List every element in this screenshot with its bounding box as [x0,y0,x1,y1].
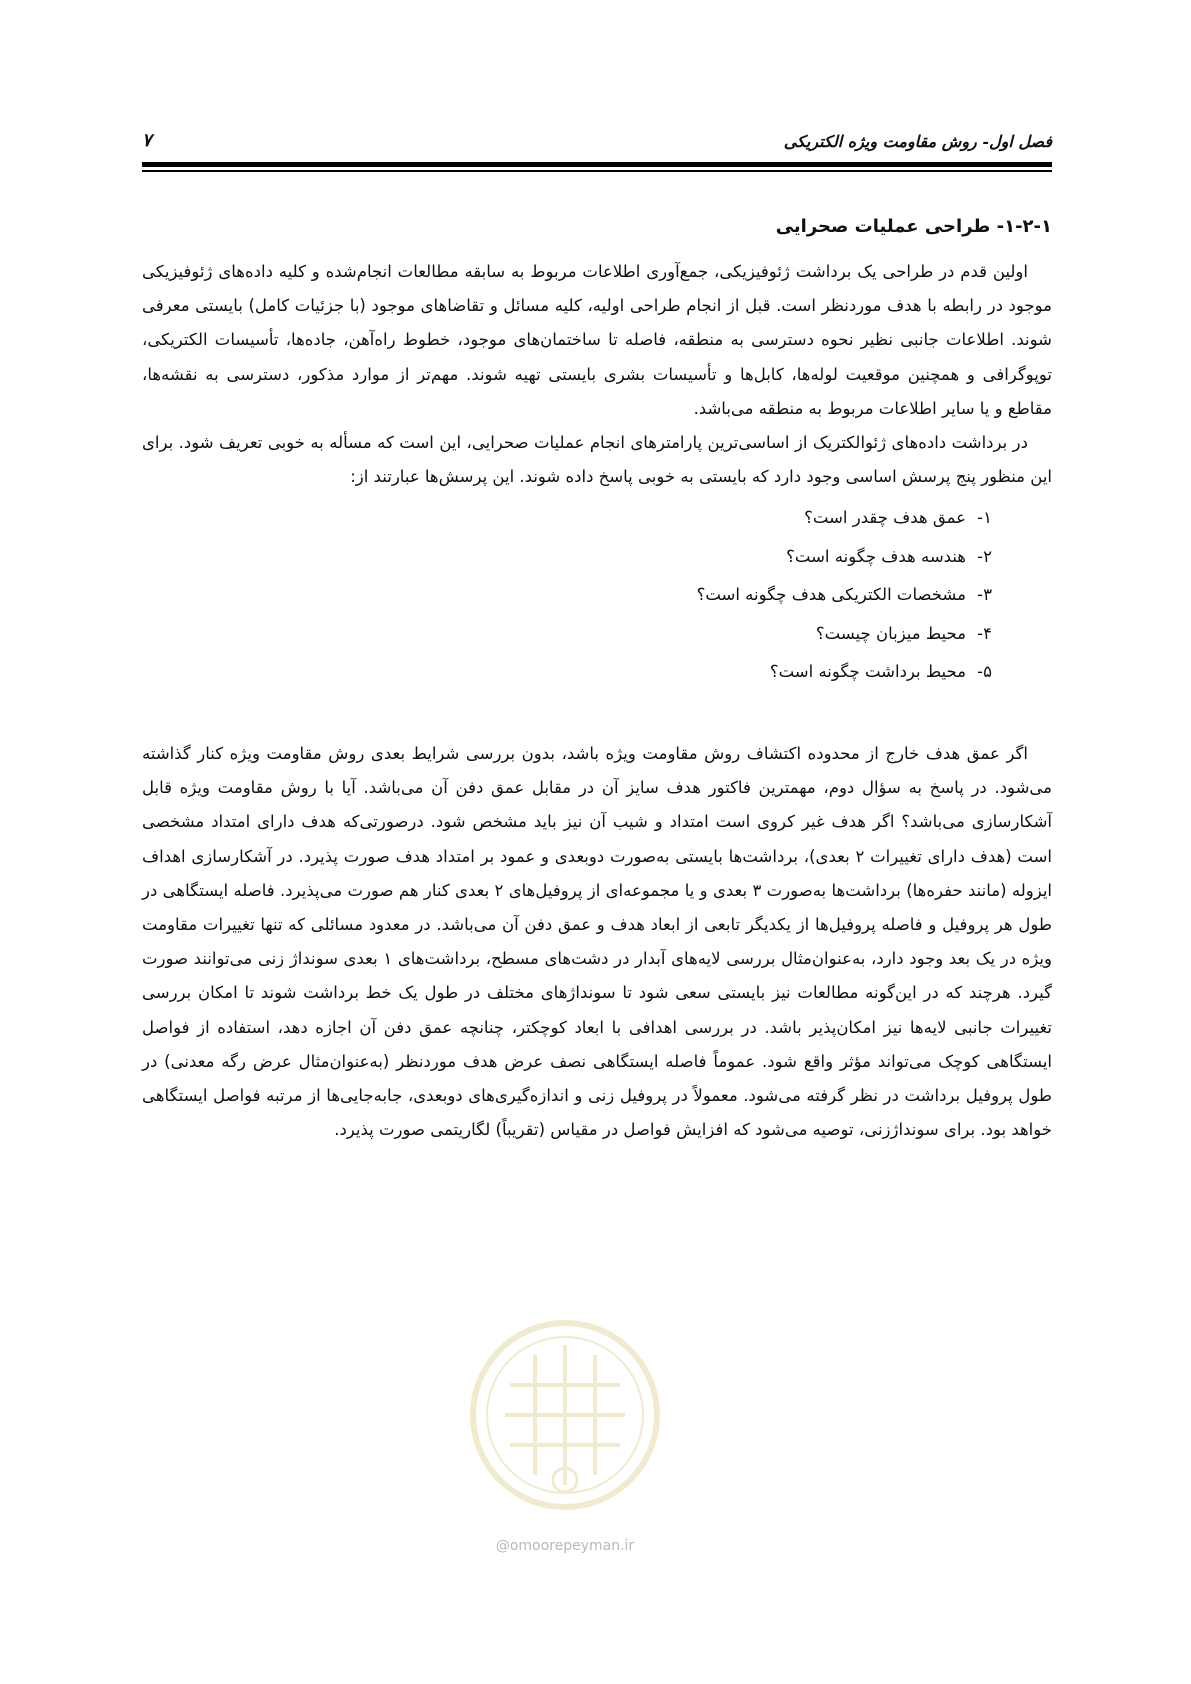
running-header [142,128,1052,160]
list-item-text: عمق هدف چقدر است؟ [804,508,966,528]
list-item-number: ۱- [977,508,992,528]
paragraph-1: اولین قدم در طراحی یک برداشت ژئوفیزیکی، جمع‌آوری اطلاعات مربوط به سابقه مطالعات انجام‌شده و کلیه داده‌های ژئوفیزیکی موجود در رابطه با هدف موردنظر است. قبل از انجام طراحی اولیه، کلیه مسائل و تقاضاهای موجود (با جزئیات کامل) بایستی معرفی شوند. اطلاعات جانبی نظیر نحوه دسترسی به منطقه، فاصله تا ساختمان‌های موجود، خطوط راه‌آهن، جاده‌ها، تأسیسات الکتریکی، توپوگرافی و همچنین موقعیت لوله‌ها، کابل‌ها و تأسیسات بشری بایستی تهیه شوند. مهم‌تر از موارد مذکور، دسترسی به نقشه‌ها، مقاطع و یا سایر اطلاعات مربوط به منطقه می‌باشد. [142,262,1052,418]
header-rule-thin [142,170,1052,172]
page-number: ۷ [142,130,152,151]
paragraph-2: در برداشت داده‌های ژئوالکتریک از اساسی‌ترین پارامترهای انجام عملیات صحرایی، این است که مسأله به خوبی تعریف شود. برای این منظور پنج پرسش اساسی وجود دارد که بایستی به خوبی پاسخ داده شوند. این پرسش‌ها عبارتند از: [142,433,1052,487]
question-list [142,499,1052,692]
list-item [142,538,992,577]
page-body [142,212,1052,1147]
list-item-number: ۲- [977,546,992,566]
publisher-seal-watermark [465,1315,665,1515]
list-item-number: ۵- [977,662,992,682]
chapter-title: فصل اول- روش مقاومت ویژه الکتریکی [783,132,1052,151]
list-item-text: مشخصات الکتریکی هدف چگونه است؟ [696,585,966,605]
list-item [142,653,992,692]
list-item-text: هندسه هدف چگونه است؟ [786,546,966,566]
watermark-url: @omoorepeyman.ir [495,1538,635,1554]
list-item [142,576,992,615]
list-item-number: ۳- [977,585,992,605]
header-rule-thick [142,162,1052,167]
list-item [142,499,992,538]
list-item-text: محیط میزبان چیست؟ [815,623,966,643]
paragraph-3: اگر عمق هدف خارج از محدوده اکتشاف روش مقاومت ویژه باشد، بدون بررسی شرایط بعدی روش مقاومت ویژه کنار گذاشته می‌شود. در پاسخ به سؤال دوم، مهمترین فاکتور هدف سایز آن در مقابل عمق دفن آن می‌باشد. آیا با روش مقاومت ویژه قابل آشکارسازی می‌باشد؟ اگر هدف غیر کروی است امتداد و شیب آن نیز باید مشخص شود. درصورتی‌که هدف دارای امتداد مشخصی است (هدف دارای تغییرات ۲ بعدی)، برداشت‌ها بایستی به‌صورت دوبعدی و عمود بر امتداد هدف صورت پذیرد. در آشکارسازی اهداف ایزوله (مانند حفره‌ها) برداشت‌ها به‌صورت ۳ بعدی و یا مجموعه‌ای از پروفیل‌های ۲ بعدی کنار هم صورت می‌پذیرد. فاصله ایستگاهی در طول هر پروفیل و فاصله پروفیل‌ها از یکدیگر تابعی از ابعاد هدف و عمق دفن آن می‌باشد. در معدود مسائلی که تنها تغییرات مقاومت ویژه در یک بعد وجود دارد، به‌عنوان‌مثال بررسی لایه‌های آبدار در دشت‌های مسطح، برداشت‌های ۱ بعدی سونداژ زنی می‌توانند صورت گیرد. هرچند که در این‌گونه مطالعات نیز بایستی سعی شود تا سونداژهای مختلف در طول یک خط برداشت شوند تا امکان بررسی تغییرات جانبی لایه‌ها نیز امکان‌پذیر باشد. در بررسی اهدافی با ابعاد کوچکتر، چنانچه عمق دفن آن اجازه دهد، استفاده از فواصل ایستگاهی کوچک می‌تواند مؤثر واقع شود. عموماً فاصله ایستگاهی نصف عرض هدف موردنظر (به‌عنوان‌مثال عرض رگه معدنی) در طول پروفیل برداشت در نظر گرفته می‌شود. معمولاً در پروفیل زنی و اندازه‌گیری‌های دوبعدی، جابه‌جایی‌ها از مرتبه فواصل ایستگاهی خواهد بود. برای سونداژزنی، توصیه می‌شود که افزایش فواصل در مقیاس (تقریباً) لگاریتمی صورت پذیرد. [142,743,1052,1140]
list-item-number: ۴- [977,623,992,643]
list-item-text: محیط برداشت چگونه است؟ [769,662,966,682]
section-heading: ۱-۲-۱- طراحی عملیات صحرایی [775,216,1052,237]
spacer [142,692,1052,737]
list-item [142,615,992,654]
